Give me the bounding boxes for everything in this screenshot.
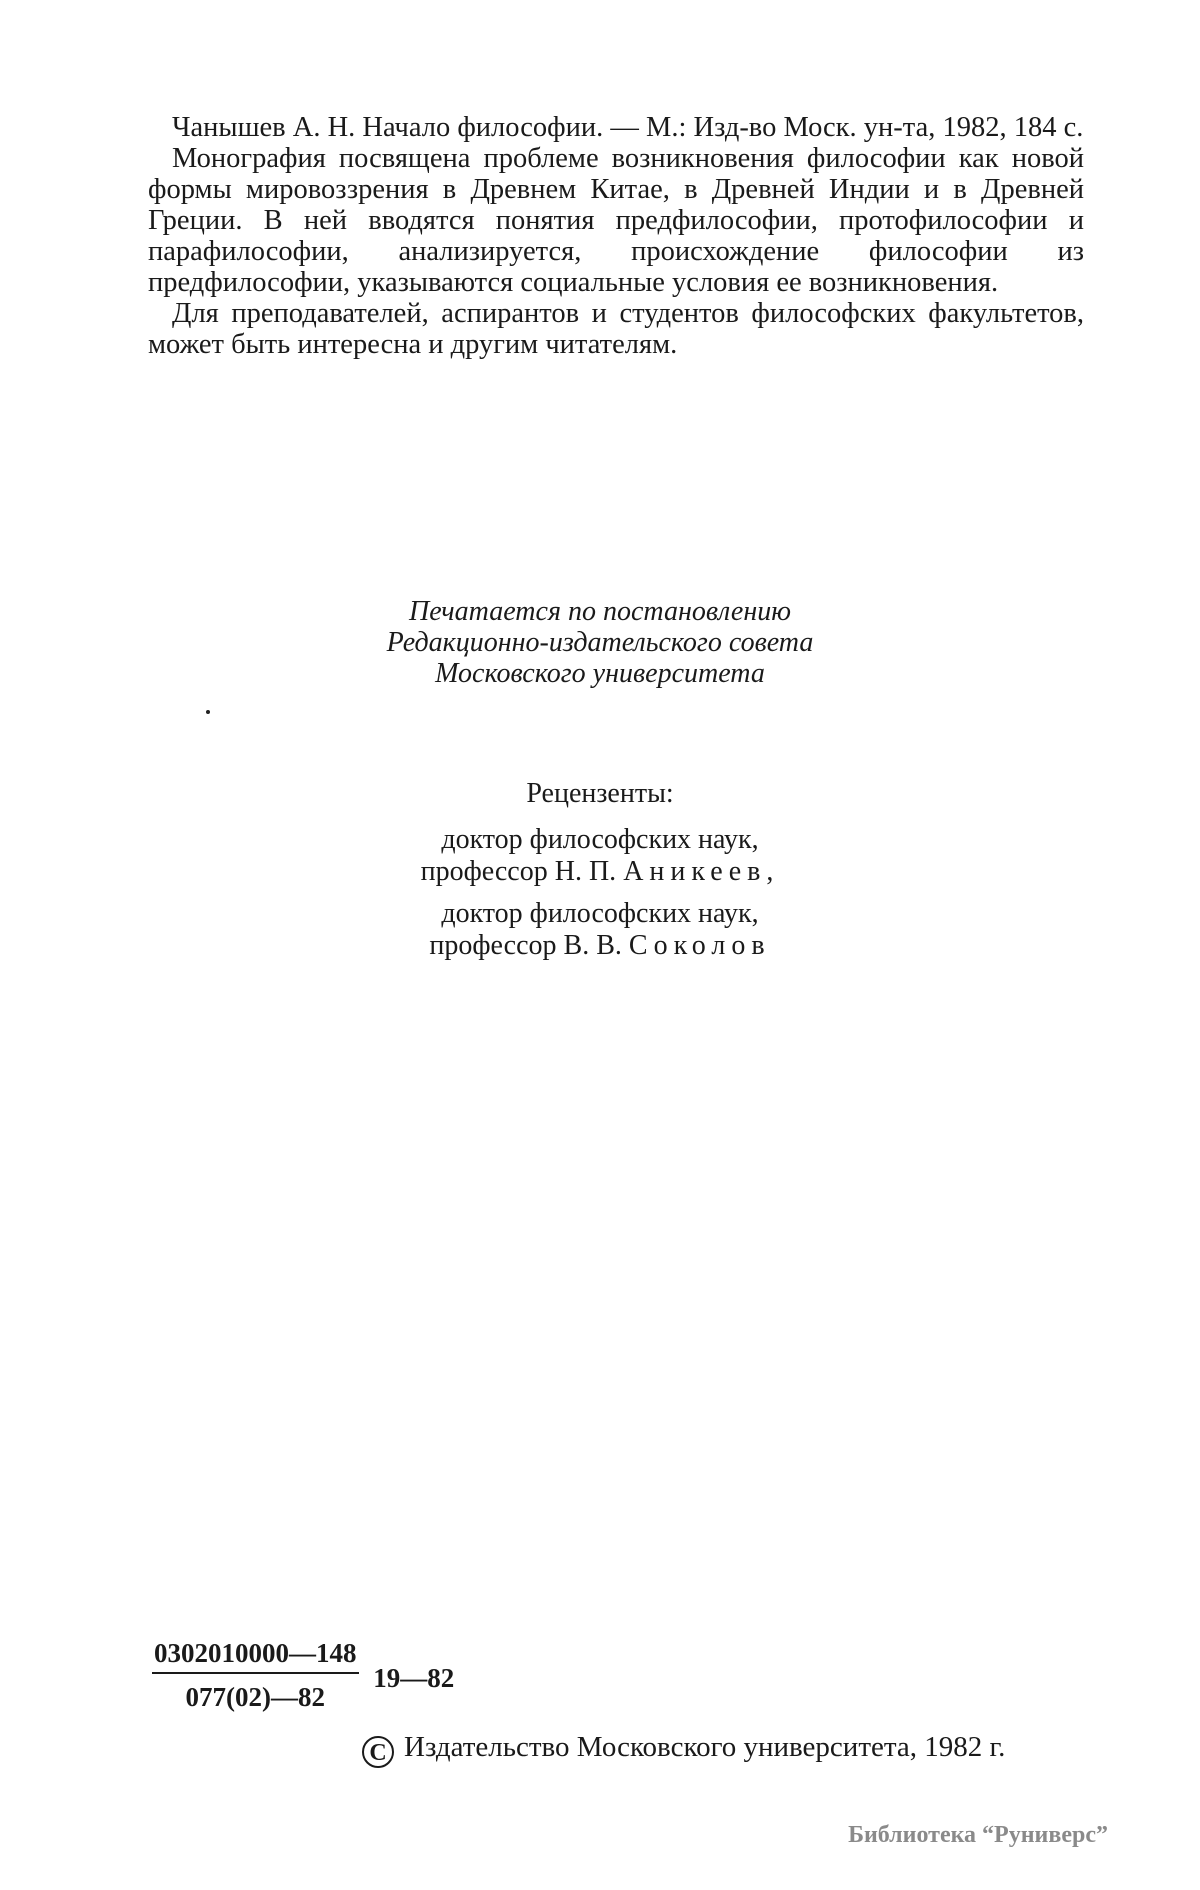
publish-note-line-2: Редакционно-издательского совета — [386, 627, 814, 658]
print-speck — [206, 710, 210, 714]
copyright-line — [362, 1730, 1005, 1768]
copyright-text: Издательство Московского университета, 1982 г. — [404, 1731, 1006, 1763]
reviewer-entry — [0, 898, 1200, 962]
reviewers-block — [0, 778, 1200, 972]
reviewer-entry — [0, 824, 1200, 888]
publish-note-line-3: Московского университета — [435, 658, 765, 689]
publication-code — [152, 1638, 454, 1712]
library-watermark: Библиотека “Руниверс” — [848, 1822, 1108, 1848]
copyright-icon: C — [362, 1736, 394, 1768]
abstract-description: Монография посвящена проблеме возникновения философии как новой формы мировоззрения в Древнем Китае, в Древней Индии и в Древней Греции. В ней вводятся понятия предфилософии, протофилософии и парафилософии, анализируется, происхождение философии из предфилософии, указываются социальные условия ее возникновения. — [148, 143, 1084, 298]
reviewer-degree: доктор философских наук, — [441, 824, 759, 855]
abstract-block — [148, 112, 1084, 360]
publication-code-fraction — [152, 1638, 359, 1712]
reviewer-title: профессор — [420, 856, 548, 887]
audience-note: Для преподавателей, аспирантов и студентов философских факультетов, может быть интересна и другим читателям. — [148, 298, 1084, 360]
publication-code-denominator: 077(02)—82 — [185, 1682, 325, 1712]
publication-code-suffix: 19—82 — [373, 1662, 455, 1693]
reviewer-title-line — [0, 856, 1200, 888]
reviewer-title-line — [0, 930, 1200, 962]
reviewer-title: профессор — [429, 930, 557, 961]
publication-approval-note — [0, 596, 1200, 689]
publish-note-line-1: Печатается по постановлению — [409, 596, 791, 627]
publication-code-numerator: 0302010000—148 — [152, 1638, 359, 1674]
reviewer-name: В. В. Соколов — [563, 930, 771, 961]
reviewer-degree: доктор философских наук, — [441, 898, 759, 929]
bibliographic-citation: Чанышев А. Н. Начало философии. — М.: Изд-во Моск. ун-та, 1982, 184 с. — [172, 112, 1084, 143]
reviewer-name: Н. П. Аникеев, — [554, 856, 780, 887]
reviewers-heading: Рецензенты: — [526, 778, 674, 809]
